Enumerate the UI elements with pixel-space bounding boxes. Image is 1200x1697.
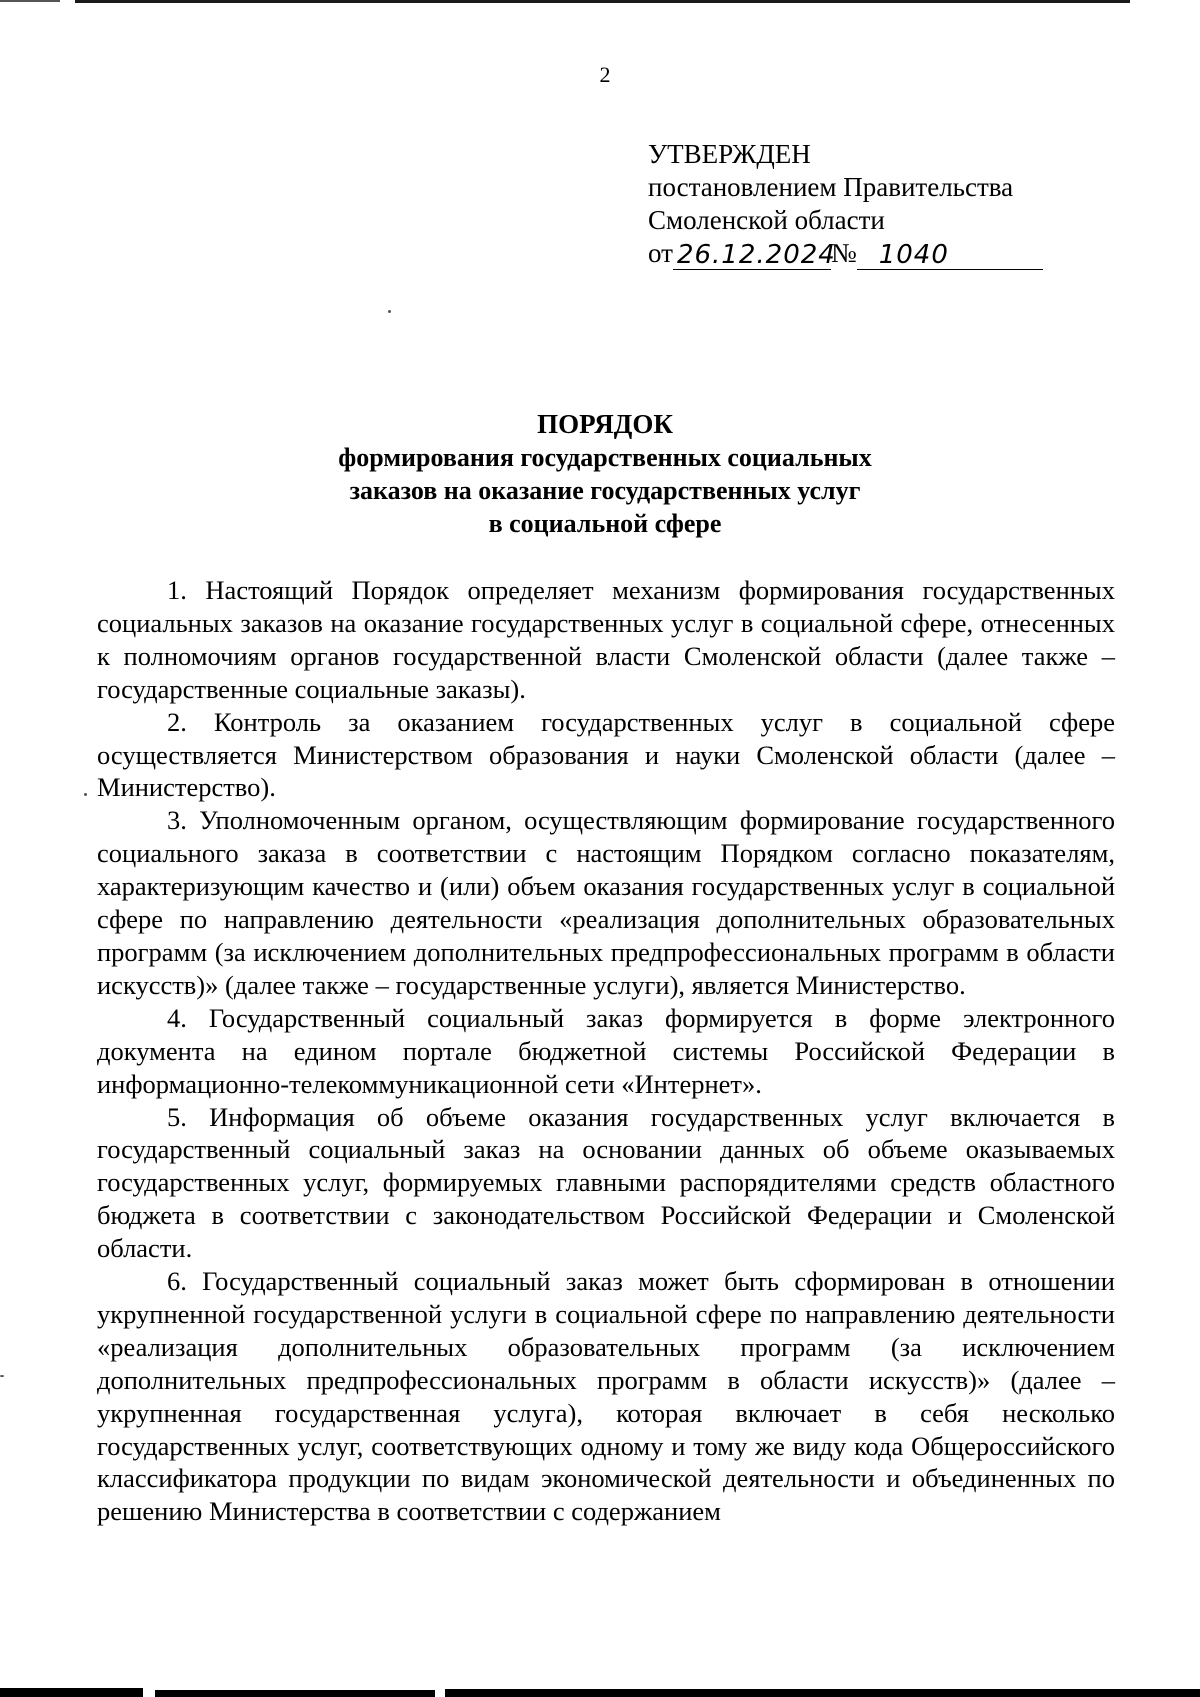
paragraph-3: 3. Уполномоченным органом, осуществляющим формирование государственного социального заказа в соответствии с настоящим Порядком согласно показателям, характеризующим качество и (или) объем оказания государственных услуг в социальной сфере по направлению деятельности «реализация дополнительных образовательных программ (за исключением дополнительных предпрофессиональных программ в области искусств)» (далее также – государственные услуги), является Министерство. xyxy=(97,805,1115,1000)
paragraph-2: 2. Контроль за оказанием государственных услуг в социальной сфере осуществляется Министерством образования и науки Смоленской области (далее – Министерство). xyxy=(97,706,1115,803)
date-prefix: от xyxy=(648,238,673,268)
paragraph-4: 4. Государственный социальный заказ формируется в форме электронного документа на едином портале бюджетной системы Российской Федерации в информационно-телекоммуникационной сети «Интернет». xyxy=(97,1002,1115,1099)
handwritten-date: 26.12.2024 xyxy=(673,241,831,270)
page-number: 2 xyxy=(599,62,611,87)
title-line: заказов на оказание государственных услуг xyxy=(349,476,861,505)
title-line: формирования государственных социальных xyxy=(338,443,872,472)
scan-speck xyxy=(84,793,87,796)
scan-edge-bottom xyxy=(445,1689,1200,1697)
approval-date-number-row xyxy=(648,237,1043,270)
paragraph-1: 1. Настоящий Порядок определяет механизм формирования государственных социальных заказов на оказание государственных услуг в социальной сфере, отнесенных к полномочиям органов государственной власти Смоленской области (далее также – государственные социальные заказы). xyxy=(97,575,1115,704)
approval-stamp-block xyxy=(648,138,1043,270)
approval-line: постановлением Правительства xyxy=(648,172,1014,202)
paragraph-6: 6. Государственный социальный заказ может быть сформирован в отношении укрупненной государственной услуги в социальной сфере по направлению деятельности «реализация дополнительных образовательных программ (за исключением дополнительных предпрофессиональных программ в области искусств)» (далее – укрупненная государственная услуга), которая включает в себя несколько государственных услуг, соответствующих одному и тому же виду кода Общероссийского классификатора продукции по видам экономической деятельности и объединенных по решению Министерства в соответствии с содержанием xyxy=(97,1266,1115,1527)
approval-line: Смоленской области xyxy=(648,205,885,235)
scan-edge-top xyxy=(75,0,1130,3)
number-sign: № xyxy=(830,238,857,268)
document-body xyxy=(97,574,1115,1528)
paragraph-5: 5. Информация об объеме оказания государственных услуг включается в государственный социальный заказ на основании данных об объеме оказываемых государственных услуг, формируемых главными распорядителями средств областного бюджета в соответствии с законодательством Российской Федерации и Смоленской области. xyxy=(97,1101,1115,1264)
scan-edge-bottom xyxy=(155,1690,435,1697)
handwritten-number: 1040 xyxy=(857,241,1043,270)
title-main: ПОРЯДОК xyxy=(537,409,673,439)
scan-speck xyxy=(0,1375,4,1377)
scan-speck xyxy=(388,310,391,313)
approval-heading: УТВЕРЖДЕН xyxy=(648,139,811,169)
scan-edge-bottom xyxy=(0,1688,143,1697)
scan-edge-top-left xyxy=(0,0,60,2)
document-title xyxy=(0,408,1200,540)
title-line: в социальной сфере xyxy=(488,509,722,538)
